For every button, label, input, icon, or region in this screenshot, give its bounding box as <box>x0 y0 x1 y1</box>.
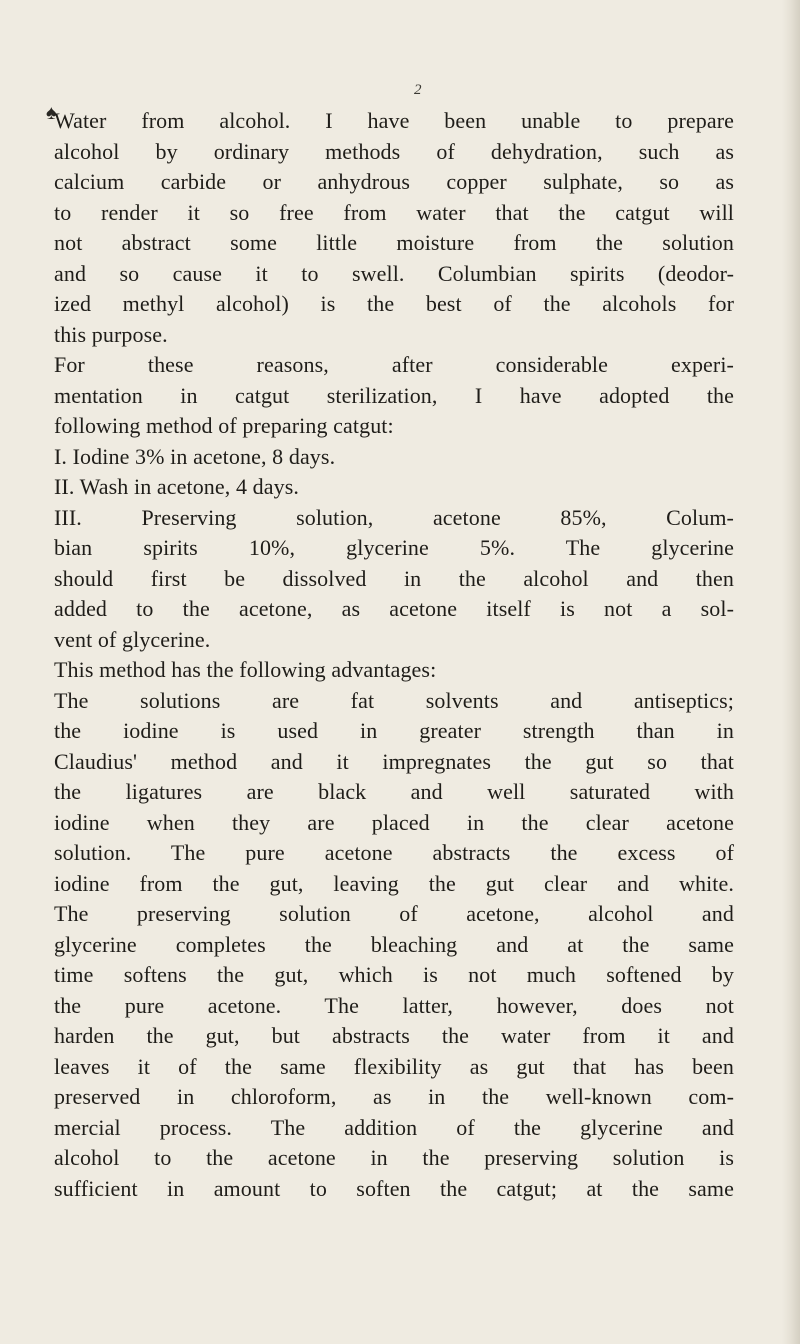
text-line: alcohol by ordinary methods of dehydration, such as <box>54 138 734 164</box>
margin-mark: ♠ <box>46 102 57 124</box>
text-line: vent of glycerine. <box>54 626 211 652</box>
text-line: calcium carbide or anhydrous copper sulphate, so as <box>54 169 734 194</box>
text-line: and so cause it to swell. Columbian spirits (deodor- <box>54 260 734 286</box>
text-line: iodine when they are placed in the clear acetone <box>54 809 734 835</box>
text-line: preserved in chloroform, as in the well-known com- <box>54 1084 734 1109</box>
text-line: Claudius' method and it impregnates the gut so that <box>54 748 734 774</box>
text-line: For these reasons, after considerable experi- <box>54 352 734 377</box>
text-line: solution. The pure acetone abstracts the excess of <box>54 840 734 865</box>
text-line: following method of preparing catgut: <box>54 413 394 438</box>
text-line: ized methyl alcohol) is the best of the alcohols for <box>54 291 734 316</box>
text-line: This method has the following advantages: <box>54 657 437 682</box>
text-line: this purpose. <box>54 321 168 347</box>
text-line: II. Wash in acetone, 4 days. <box>54 474 299 499</box>
text-line: Water from alcohol. I have been unable to prepare <box>54 108 734 133</box>
text-line: the iodine is used in greater strength than in <box>54 718 734 743</box>
body-text <box>54 106 734 1204</box>
text-line: mercial process. The addition of the glycerine and <box>54 1114 734 1140</box>
text-line: added to the acetone, as acetone itself is not a sol- <box>54 596 734 621</box>
text-line: mentation in catgut sterilization, I have adopted the <box>54 382 734 408</box>
text-line: time softens the gut, which is not much softened by <box>54 962 734 987</box>
text-line: The solutions are fat solvents and antiseptics; <box>54 687 734 713</box>
text-line: leaves it of the same flexibility as gut that has been <box>54 1053 734 1079</box>
text-line: I. Iodine 3% in acetone, 8 days. <box>54 443 336 469</box>
text-line: harden the gut, but abstracts the water from it and <box>54 1023 734 1048</box>
text-line: not abstract some little moisture from the solution <box>54 230 734 255</box>
text-line: bian spirits 10%, glycerine 5%. The glycerine <box>54 535 734 560</box>
text-line: to render it so free from water that the catgut will <box>54 199 734 225</box>
text-line: the ligatures are black and well saturated with <box>54 779 734 804</box>
text-line: sufficient in amount to soften the catgut; at the same <box>54 1175 734 1201</box>
text-line: the pure acetone. The latter, however, does not <box>54 992 734 1018</box>
text-line: glycerine completes the bleaching and at the same <box>54 931 734 957</box>
page-edge-shadow <box>782 0 800 1344</box>
page-number: 2 <box>414 82 422 98</box>
text-line: The preserving solution of acetone, alcohol and <box>54 901 734 926</box>
text-line: iodine from the gut, leaving the gut clear and white. <box>54 870 734 896</box>
text-line: should first be dissolved in the alcohol and then <box>54 565 734 591</box>
text-line: alcohol to the acetone in the preserving solution is <box>54 1145 734 1170</box>
text-line: III. Preserving solution, acetone 85%, Colum- <box>54 504 734 530</box>
